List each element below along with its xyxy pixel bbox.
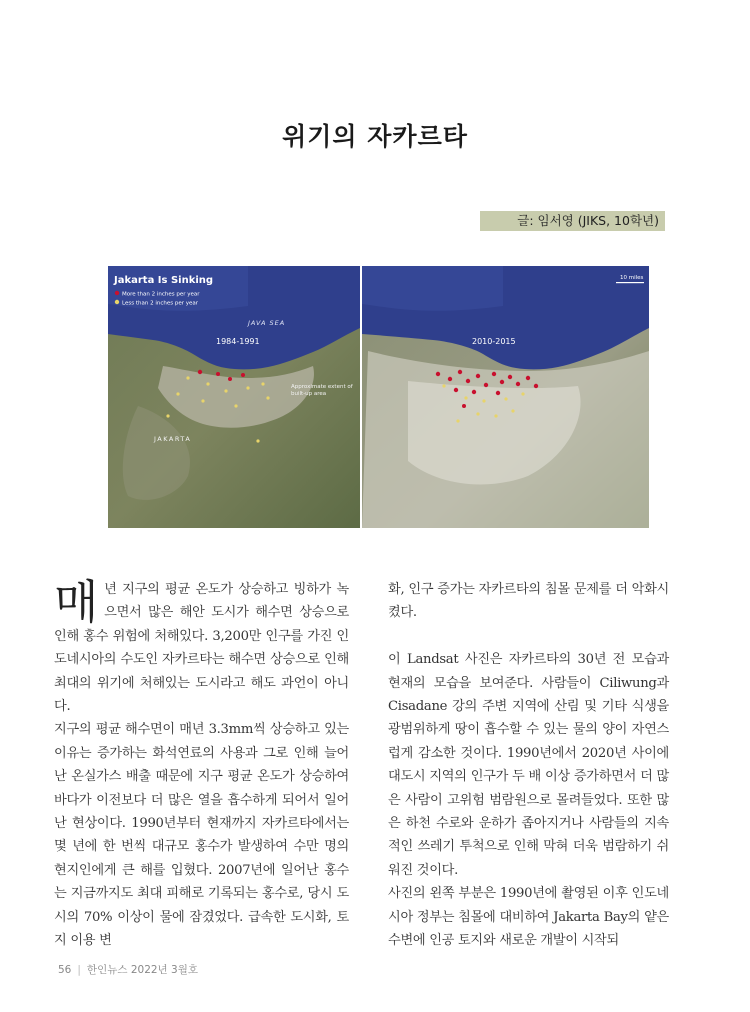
article-title: 위기의 자카르타: [282, 122, 468, 151]
scale-label: 10 miles: [620, 275, 644, 281]
satellite-figure: [108, 266, 649, 528]
drop-cap: 매: [54, 575, 99, 629]
legend-red-label: More than 2 inches per year: [122, 291, 200, 298]
author-byline: 글: 임서영 (JIKS, 10학년): [480, 211, 665, 231]
period-label-right: 2010-2015: [472, 337, 516, 346]
article-column-left: [54, 575, 349, 953]
sea-label: JAVA SEA: [248, 319, 286, 327]
map-panel-left: [108, 266, 360, 528]
period-label-left: 1984-1991: [216, 337, 260, 346]
legend-red-dot: [115, 291, 119, 295]
publication-name: 한인뉴스 2022년 3월호: [86, 964, 198, 976]
extent-note-2: built-up area: [291, 391, 327, 397]
paragraph-continued: 화, 인구 증가는 자카르타의 침몰 문제를 더 악화시켰다.: [388, 582, 669, 621]
article-column-right: [388, 578, 669, 952]
paragraph-intro: 매년 지구의 평균 온도가 상승하고 빙하가 녹으면서 많은 해안 도시가 해수면 상승으로 인해 홍수 위험에 처해있다. 3,200만 인구를 가진 인도네시아의 수도인 자카르타는 해수면 상승으로 인해 최대의 위기에 처해있는 도시라고 해도 과언이 아니다.: [54, 575, 349, 715]
page-footer: 56 | 한인뉴스 2022년 3월호: [58, 964, 198, 976]
city-label: JAKARTA: [154, 435, 192, 443]
map-panel-right: [362, 266, 649, 528]
page-number: 56: [58, 964, 72, 976]
legend-yellow-dot: [115, 300, 119, 304]
figure-title: Jakarta Is Sinking: [114, 275, 214, 286]
paragraph-sea-level: 지구의 평균 해수면이 매년 3.3mm씩 상승하고 있는 이유는 증가하는 화석연료의 사용과 그로 인해 늘어난 온실가스 배출 때문에 지구 평균 온도가 상승하여 바다가 이전보다 더 많은 열을 흡수하게 되어서 일어난 현상이다. 1990년부터 현재까지 자카르타에서는 몇 년에 한 번씩 대규모 홍수가 발생하여 수만 명의 현지인에게 큰 해를 입혔다. 2007년에 일어난 홍수는 지금까지도 최대 피해로 기록되는 홍수로, 당시 도시의 70% 이상이 물에 잠겼었다. 급속한 도시화, 토지 이용 변: [54, 722, 349, 949]
scale-bar: [616, 282, 644, 283]
paragraph-landsat: 이 Landsat 사진은 자카르타의 30년 전 모습과 현재의 모습을 보여준다. 사람들이 Ciliwung과 Cisadane 강의 주변 지역에 산림 및 기타 식생을 광범위하게 땅이 흡수할 수 있는 물의 양이 자연스럽게 감소한 것이다. 1990년에서 2020년 사이에 대도시 지역의 인구가 두 배 이상 증가하면서 더 많은 사람이 고위험 범람원으로 몰려들었다. 또한 많은 하천 수로와 운하가 좁아지거나 사람들의 지속적인 쓰레기 투척으로 인해 막혀 더욱 범람하기 쉬워진 것이다.: [388, 652, 669, 878]
legend-yellow-label: Less than 2 inches per year: [122, 300, 199, 307]
extent-note-1: Approximate extent of: [291, 384, 353, 390]
paragraph-photo-left: 사진의 왼쪽 부분은 1990년에 촬영된 이후 인도네시아 정부는 침몰에 대비하여 Jakarta Bay의 얕은 수변에 인공 토지와 새로운 개발이 시작되: [388, 886, 669, 949]
